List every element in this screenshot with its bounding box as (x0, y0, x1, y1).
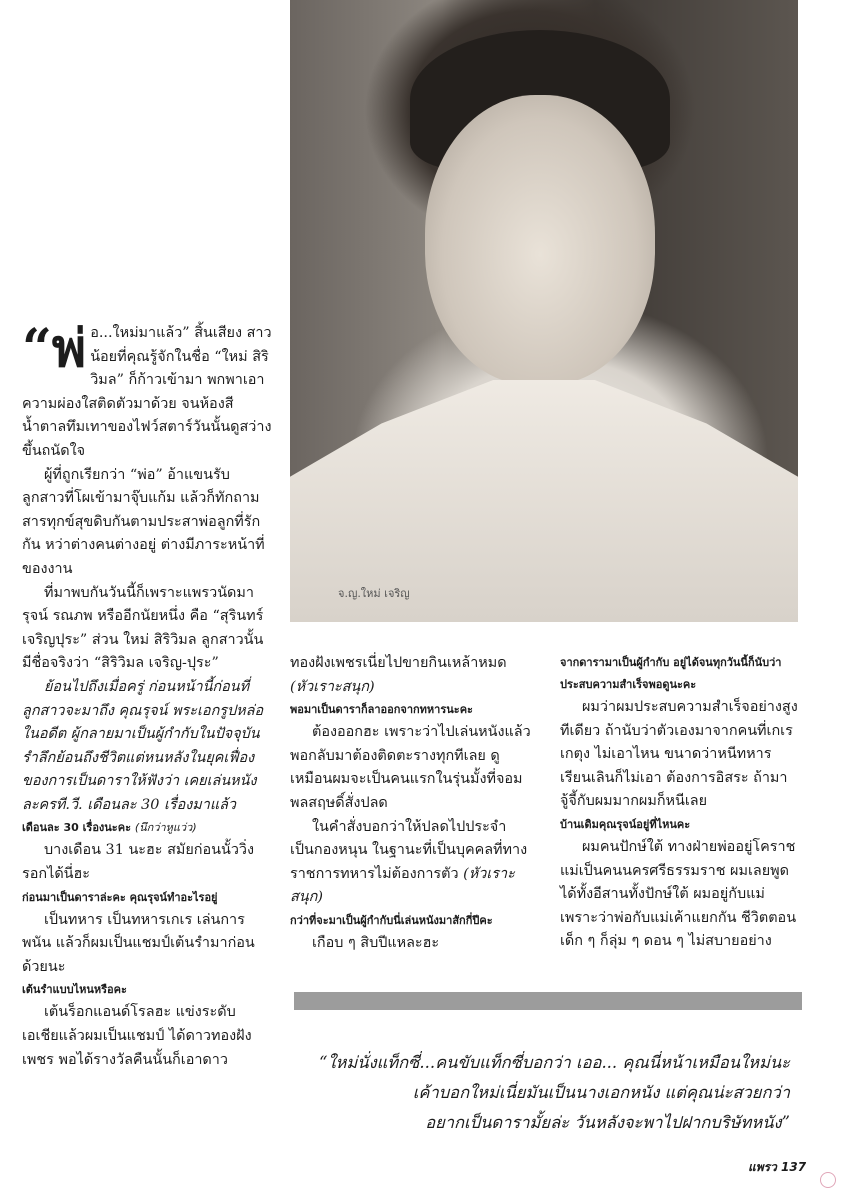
paragraph-aside: (หัวเราะสนุก) (290, 865, 515, 906)
paragraph: ต้องออกฮะ เพราะว่าไปเล่นหนังแล้วพอกลับมาต้องติดตะรางทุกทีเลย ดูเหมือนผมจะเป็นคนแรกในรุ่นมั้งที่จอมพลสฤษดิ์สั่งปลด (290, 724, 531, 811)
pull-quote (300, 1048, 790, 1138)
photo-name-tag: จ.ญ.ใหม่ เจริญ (338, 587, 410, 600)
page-folio: แพรว 137 (748, 1160, 807, 1174)
article-column-2 (290, 652, 538, 956)
portrait-photo (290, 0, 798, 622)
paragraph: เต้นร็อกแอนด์โรลฮะ แข่งระดับเอเชียแล้วผมเป็นแชมป์ ได้ดาวทองฝังเพชร พอได้รางวัลคืนนั้นก็เอาดาว (22, 1004, 252, 1068)
question-aside: (นึกว่าหูแว่ว) (134, 821, 197, 835)
photo-face (425, 95, 655, 385)
interview-question: จากดารามาเป็นผู้กำกับ อยู่ได้จนทุกวันนี้ก็นับว่าประสบความสำเร็จพอดูนะคะ (560, 656, 782, 691)
paragraph: ที่มาพบกันวันนี้ก็เพราะแพรวนัดมารุจน์ รณภพ หรืออีกนัยหนึ่ง คือ “สุรินทร์ เจริญปุระ” ส่วน ใหม่ สิริวิมล ลูกสาวนั้น มีชื่อจริงว่า “สิริวิมล เจริญ-ปุระ” (22, 584, 264, 672)
divider-bar (294, 992, 802, 1010)
drop-cap: “พ่ (22, 318, 87, 379)
paragraph: ผู้ที่ถูกเรียกว่า “พ่อ” อ้าแขนรับลูกสาวที่โผเข้ามาจุ๊บแก้ม แล้วก็ทักถามสารทุกข์สุขดิบกันตามประสาพ่อลูกที่รักกัน หว่าต่างคนต่างอยู่ ต่างมีภาระหน้าที่ของงาน (22, 466, 265, 577)
interview-question: พอมาเป็นดาราก็ลาออกจากทหารนะคะ (290, 703, 473, 717)
lead-paragraph: อ...ใหม่มาแล้ว” สิ้นเสียง สาวน้อยที่คุณรู้จักในชื่อ “ใหม่ สิริวิมล” ก็ก้าวเข้ามา พกพาเอาความผ่องใสติดตัวมาด้วย จนห้องสีน้ำตาลทึมเทาของไฟว์สตาร์วันนั้นดูสว่างขึ้นถนัดใจ (22, 325, 272, 459)
paragraph: ผมคนปักษ์ใต้ ทางฝ่ายพ่ออยู่โคราช แม่เป็นคนนครศรีธรรมราช ผมเลยพูดได้ทั้งอีสานทั้งปักษ์ใต้ ผมอยู่กับแม่เพราะว่าพ่อกับแม่เค้าแยกกัน ชีวิตตอนเด็ก ๆ ก็ลุ่ม ๆ ดอน ๆ ไม่สบายอย่าง (560, 838, 797, 950)
paragraph: ในคำสั่งบอกว่าให้ปลดไปประจำเป็นกองหนุน ในฐานะที่เป็นบุคคลที่ทางราชการทหารไม่ต้องการตัว (290, 818, 528, 882)
paragraph: ผมว่าผมประสบความสำเร็จอย่างสูงทีเดียว ถ้านับว่าตัวเองมาจากคนที่เกเรเกตุง ไม่เอาไหน ขนาดว่าหนีทหาร เรียนเลินก็ไม่เอา ต้องการอิสระ ถ้ามาจู้จี้กับผมมากผมก็หนีเลย (560, 699, 798, 810)
interview-question: บ้านเดิมคุณรุจน์อยู่ที่ไหนคะ (560, 817, 691, 831)
article-column-1 (22, 318, 272, 1072)
pull-quote-line: “ใหม่นั่งแท็กซี่...คนขับแท็กซี่บอกว่า เออ... คุณนี่หน้าเหมือนใหม่นะ (319, 1053, 790, 1072)
paragraph-aside: (หัวเราะสนุก) (290, 678, 375, 695)
pull-quote-line: เค้าบอกใหม่เนี่ยมันเป็นนางเอกหนัง แต่คุณน่ะสวยกว่า (412, 1083, 790, 1102)
interview-question: เต้นรำแบบไหนหรือคะ (22, 983, 127, 997)
interview-question: กว่าที่จะมาเป็นผู้กำกับนี่เล่นหนังมาสักกี่ปีคะ (290, 913, 493, 927)
interview-question (22, 817, 272, 839)
question-text: เดือนละ 30 เรื่องนะคะ (22, 821, 131, 835)
paragraph: บางเดือน 31 นะฮะ สมัยก่อนนั้ววิ่งรอกได้นี่ฮะ (22, 842, 255, 883)
paragraph: เกือบ ๆ สิบปีแหละฮะ (312, 934, 440, 951)
article-column-3 (560, 652, 800, 954)
paragraph-italic: ย้อนไปถึงเมื่อครู่ ก่อนหน้านี้ก่อนที่ลูกสาวจะมาถึง คุณรุจน์ พระเอกรูปหล่อในอดีต ผู้กลายมาเป็นผู้กำกับในปัจจุบัน รำลึกย้อนถึงชีวิตแต่หนหลังในยุคเฟื่องของการเป็นดาราให้ฟังว่า เคยเล่นหนัง ละครที.วี. เดือนละ 30 เรื่องมาแล้ว (22, 678, 264, 813)
paragraph: ทองฝังเพชรเนี่ยไปขายกินเหล้าหมด (290, 655, 507, 671)
interview-question: ก่อนมาเป็นดาราล่ะคะ คุณรุจน์ทำอะไรอยู่ (22, 890, 218, 904)
stamp-icon (820, 1172, 836, 1188)
pull-quote-line: อยากเป็นดารามั้ยล่ะ วันหลังจะพาไปฝากบริษัทหนัง” (425, 1113, 790, 1132)
paragraph: เป็นทหาร เป็นทหารเกเร เล่นการพนัน แล้วก็ผมเป็นแชมป์เต้นรำมาก่อนด้วยนะ (22, 911, 255, 975)
